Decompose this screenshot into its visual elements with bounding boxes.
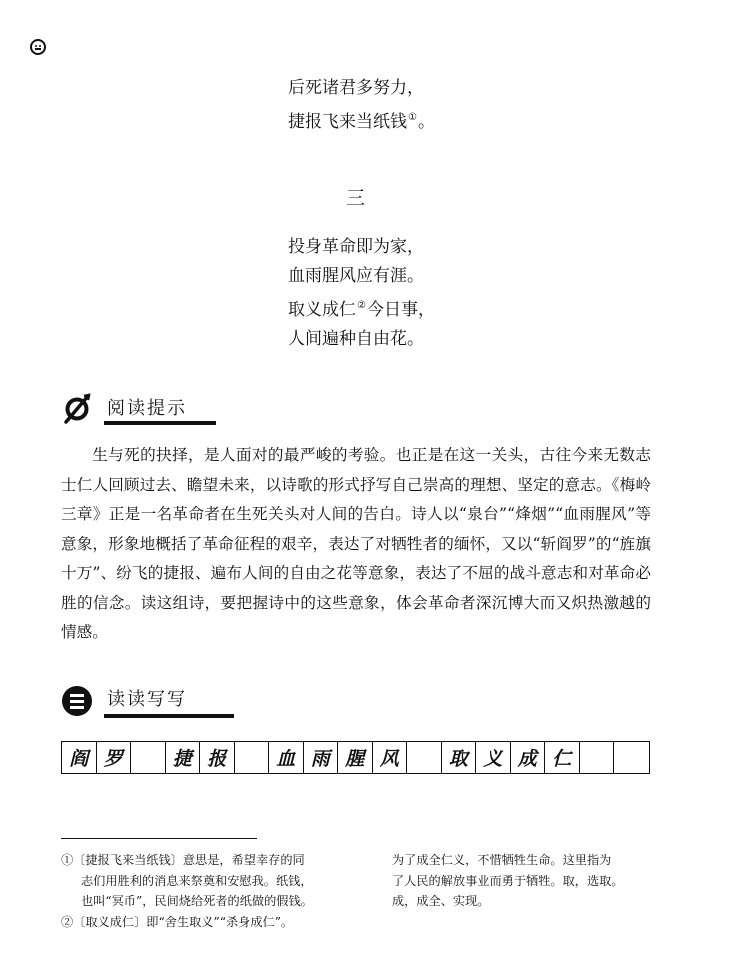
title-underline [104, 421, 216, 425]
poem-line: 人间遍种自由花。 [288, 329, 424, 349]
read-write-header [62, 683, 252, 723]
grid-cell: 仁 [545, 742, 580, 773]
grid-cell: 捷 [166, 742, 201, 773]
section-number: 三 [346, 187, 366, 209]
grid-cell [235, 742, 270, 773]
poem-line [288, 291, 435, 325]
grid-cell [580, 742, 615, 773]
grid-cell: 腥 [338, 742, 373, 773]
grid-cell: 雨 [304, 742, 339, 773]
footnote-2-continued: 为了成全仁义，不惜牺牲生命。这里指为 [392, 853, 612, 867]
footnote-mark-1[interactable]: ① [408, 112, 417, 123]
poem-line: 后死诸君多努力， [288, 78, 424, 98]
grid-cell [614, 742, 649, 773]
poem-line [288, 103, 435, 137]
grid-cell: 血 [269, 742, 304, 773]
grid-cell [131, 742, 166, 773]
poem-line: 投身革命即为家， [288, 237, 424, 257]
grid-cell: 罗 [97, 742, 132, 773]
footnote-1-continued: 志们用胜利的消息来祭奠和安慰我。纸钱， [81, 873, 313, 888]
grid-cell: 取 [442, 742, 477, 773]
poem-part-three [288, 233, 435, 354]
poem-line-text: 捷报飞来当纸钱 [288, 112, 407, 132]
reading-tips-header [62, 392, 252, 432]
reading-tips-body: 生与死的抉择，是人面对的最严峻的考验。也正是在这一关头，古往今来无数志士仁人回顾过去、瞻望未来，以诗歌的形式抒写自己崇高的理想、坚定的意志。《梅岭三章》正是一名革命者在生死关头对人间的告白。诗人以“泉台”“烽烟”“血雨腥风”等意象，形象地概括了革命征程的艰辛，表达了对牺牲者的缅怀，又以“斩阎罗”的“旌旗十万”、纷飞的捷报、遍布人间的自由之花等意象，表达了不屈的战斗意志和对革命必胜的信念。读这组诗，要把握诗中的这些意象，体会革命者深沉博大而又炽热激越的情感。 [61, 446, 651, 641]
grid-cell: 风 [373, 742, 408, 773]
footnotes-right-column [392, 850, 660, 912]
grid-cell: 阎 [62, 742, 97, 773]
footnote-1: ①〔捷报飞来当纸钱〕意思是，希望幸存的同 [61, 853, 305, 867]
reading-tips-icon [62, 392, 94, 424]
footnote-divider [61, 838, 257, 839]
read-write-icon [62, 686, 92, 716]
poem-line: 血雨腥风应有涯。 [288, 266, 424, 286]
footnotes-left-column [61, 850, 353, 932]
poem-line-text: 取义成仁 [288, 300, 356, 320]
grid-cell: 义 [476, 742, 511, 773]
poem-part-two-ending [288, 74, 435, 137]
footnote-1-continued: 也叫“冥币”，民间烧给死者的纸做的假钱。 [81, 894, 313, 908]
footnote-2-continued: 成，成全、实现。 [392, 894, 490, 908]
grid-cell: 报 [200, 742, 235, 773]
poem-punctuation: 。 [417, 112, 435, 132]
title-underline [104, 714, 234, 718]
footnote-2-continued: 了人民的解放事业而勇于牺牲。取，选取。 [392, 873, 624, 888]
smiley-icon [30, 39, 46, 55]
footnote-2: ②〔取义成仁〕即“舍生取义”“杀身成仁”。 [61, 914, 294, 929]
grid-cell: 成 [511, 742, 546, 773]
writing-grid [61, 741, 650, 774]
read-write-title: 读读写写 [107, 689, 187, 710]
footnote-mark-2[interactable]: ② [357, 300, 366, 311]
grid-cell [407, 742, 442, 773]
poem-line-text: 今日事， [366, 300, 435, 320]
reading-tips-title: 阅读提示 [107, 398, 187, 419]
